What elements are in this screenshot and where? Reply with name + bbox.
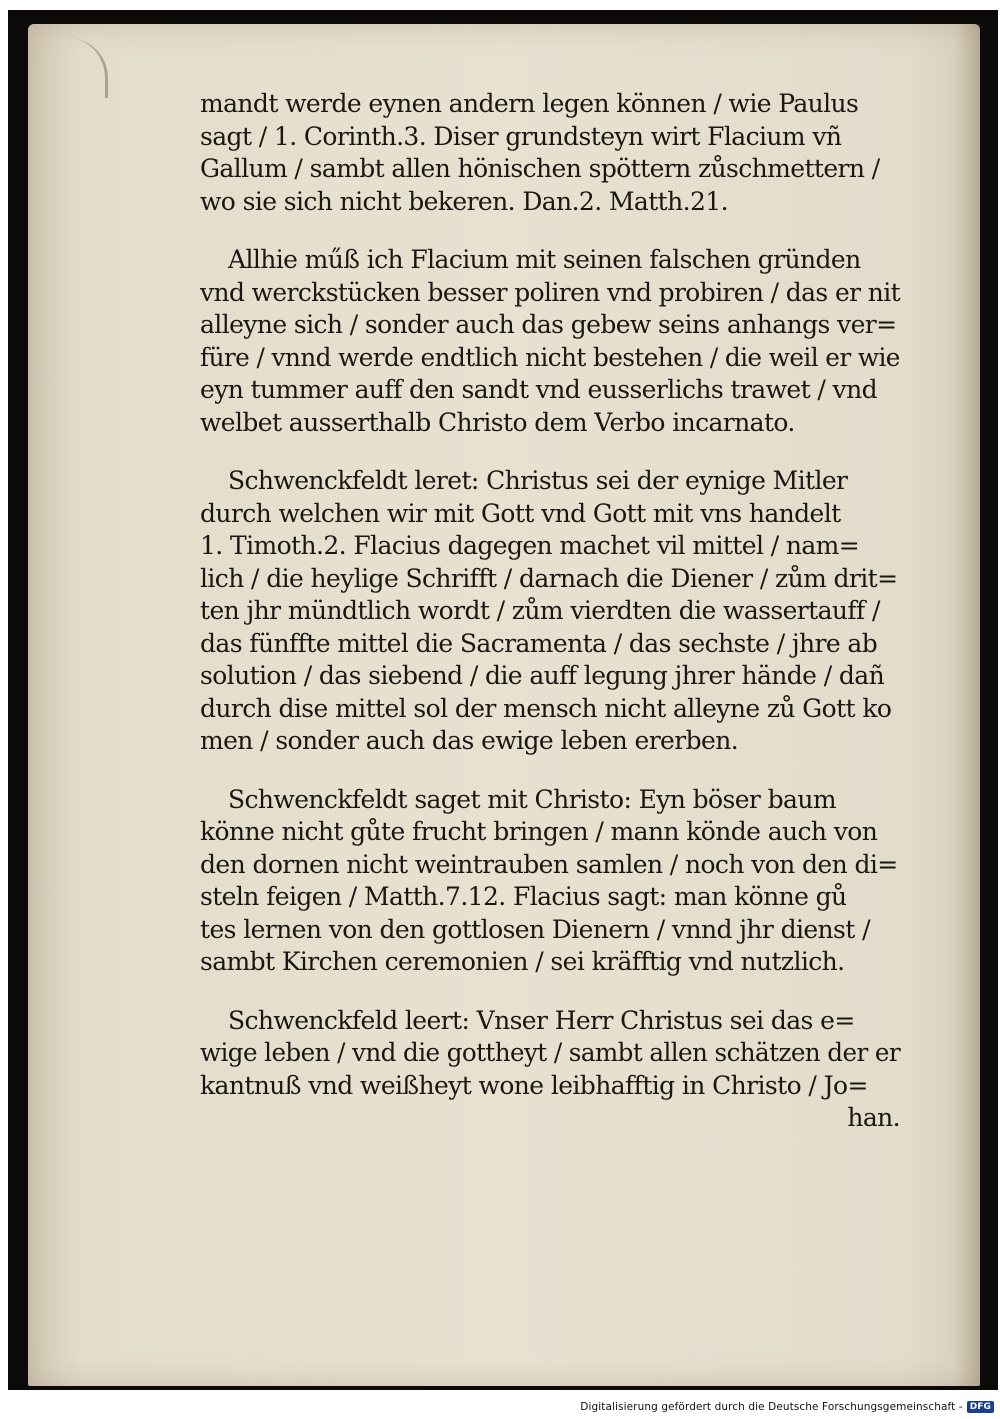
text-line: men / sonder auch das ewige leben ererben. xyxy=(200,726,739,755)
text-line: eyn tummer auff den sandt vnd eusserlichs trawet / vnd xyxy=(200,375,877,404)
dfg-logo: DFG xyxy=(967,1401,994,1413)
text-line: den dornen nicht weintrauben samlen / noch von den di= xyxy=(200,849,898,879)
text-line: vnd werckstücken besser poliren vnd probiren / das er nit xyxy=(200,277,900,307)
text-line: durch welchen wir mit Gott vnd Gott mit vns handelt xyxy=(200,498,841,528)
text-line: füre / vnnd werde endtlich nicht bestehen / die weil er wie xyxy=(200,342,900,372)
digitization-footer xyxy=(580,1401,994,1413)
page-text xyxy=(200,88,900,1161)
text-line: Gallum / sambt allen hönischen spöttern zůschmettern / xyxy=(200,154,880,183)
text-line: mandt werde eynen andern legen können / wie Paulus xyxy=(200,89,859,118)
text-line: das fünffte mittel die Sacramenta / das sechste / jhre ab xyxy=(200,628,878,658)
paragraph-2 xyxy=(200,244,900,439)
text-line: Schwenckfeldt leret: Christus sei der eynige Mitler xyxy=(228,466,848,495)
text-line: 1. Timoth.2. Flacius dagegen machet vil mittel / nam= xyxy=(200,531,860,560)
text-line: ten jhr mündtlich wordt / zům vierdten die wassertauff / xyxy=(200,596,880,625)
paragraph-1 xyxy=(200,88,900,218)
text-line: alleyne sich / sonder auch das gebew seins anhangs ver= xyxy=(200,310,897,339)
page-edge-shadow xyxy=(954,24,980,1386)
text-line: sambt Kirchen ceremonien / sei kräfftig vnd nutzlich. xyxy=(200,947,845,976)
corner-fold xyxy=(50,38,108,98)
text-line: wige leben / vnd die gottheyt / sambt allen schätzen der er xyxy=(200,1038,901,1067)
text-line: welbet ausserthalb Christo dem Verbo incarnato. xyxy=(200,407,795,437)
text-line: lich / die heylige Schrifft / darnach die Diener / zům drit= xyxy=(200,563,898,593)
paragraph-3 xyxy=(200,465,900,758)
footer-text: Digitalisierung gefördert durch die Deutsche Forschungsgemeinschaft - xyxy=(580,1401,963,1413)
text-line: steln feigen / Matth.7.12. Flacius sagt: man könne gů xyxy=(200,882,847,911)
text-line: durch dise mittel sol der mensch nicht alleyne zů Gott ko xyxy=(200,693,892,723)
paragraph-5 xyxy=(200,1005,900,1135)
text-line: solution / das siebend / die auff legung jhrer hände / dañ xyxy=(200,661,885,690)
text-line: Schwenckfeld leert: Vnser Herr Christus sei das e= xyxy=(228,1005,855,1035)
text-line: Allhie műß ich Flacium mit seinen falschen gründen xyxy=(228,245,861,274)
text-line: wo sie sich nicht bekeren. Dan.2. Matth.21. xyxy=(200,186,728,216)
text-line: könne nicht gůte frucht bringen / mann könde auch von xyxy=(200,817,878,846)
paragraph-4 xyxy=(200,784,900,979)
text-line: tes lernen von den gottlosen Dienern / vnnd jhr dienst / xyxy=(200,914,870,944)
text-line: Schwenckfeldt saget mit Christo: Eyn böser baum xyxy=(228,784,836,814)
catchword: han. xyxy=(847,1103,900,1132)
text-line: kantnuß vnd weißheyt wone leibhafftig in Christo / Jo= xyxy=(200,1070,868,1100)
text-line: sagt / 1. Corinth.3. Diser grundsteyn wirt Flacium vñ xyxy=(200,121,842,151)
